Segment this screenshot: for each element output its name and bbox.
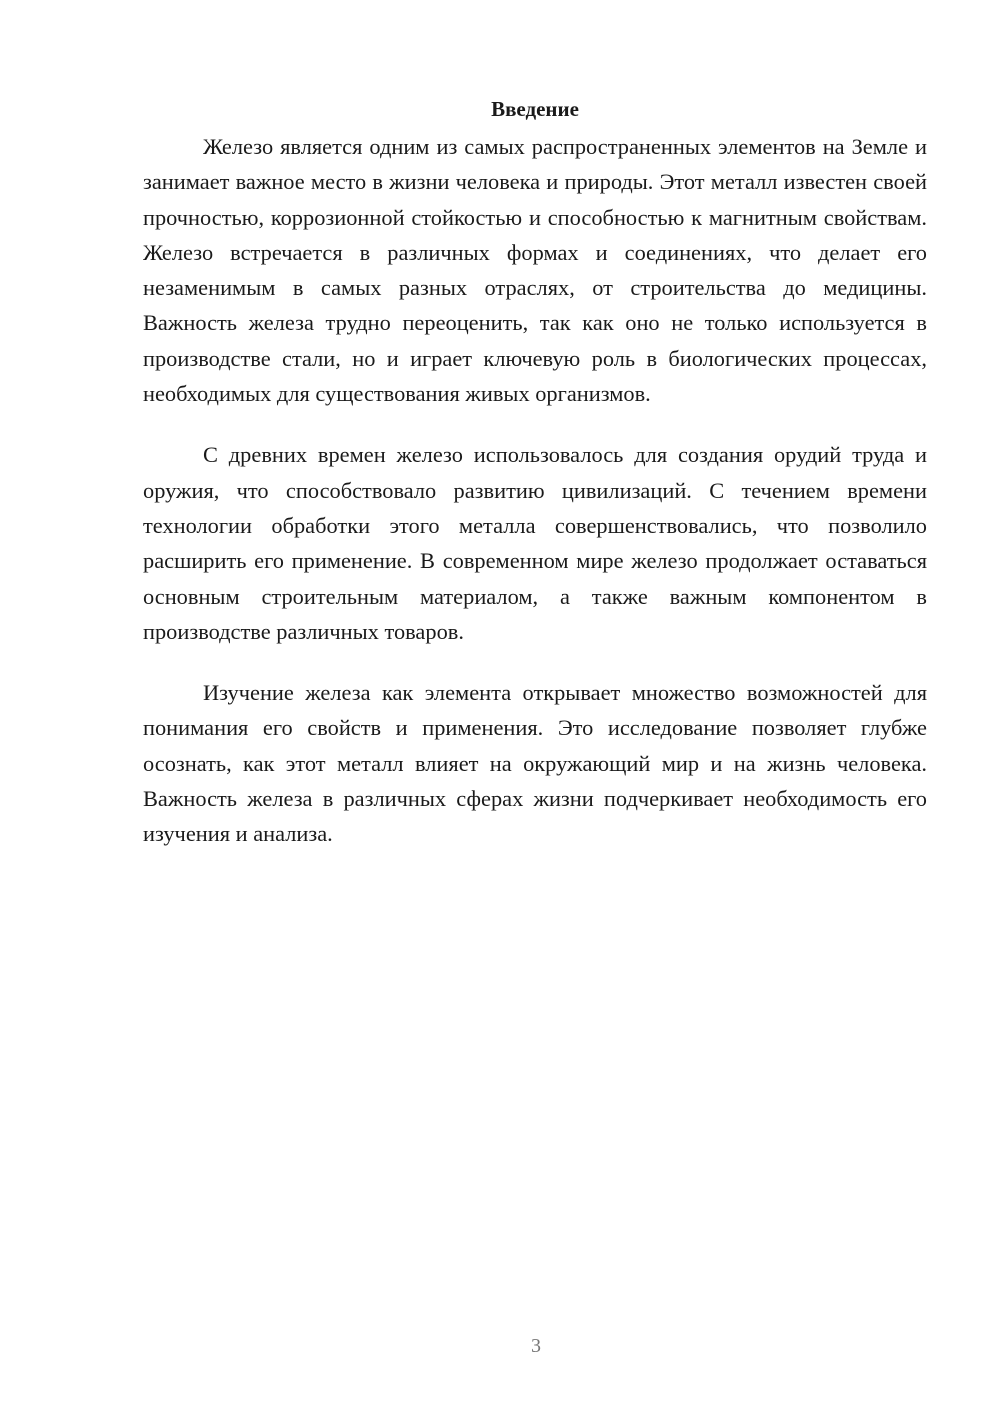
page-number: 3	[531, 1335, 541, 1357]
paragraph-1: Железо является одним из самых распространенных элементов на Земле и занимает важное место в жизни человека и природы. Этот металл известен своей прочностью, коррозионной стойкостью и способностью к магнитным свойствам. Железо встречается в различных формах и соединениях, что делает его незаменимым в самых разных отраслях, от строительства до медицины. Важность железа трудно переоценить, так как оно не только используется в производстве стали, но и играет ключевую роль в биологических процессах, необходимых для существования живых организмов.	[143, 134, 927, 407]
paragraph-3: Изучение железа как элемента открывает множество возможностей для понимания его свойств и применения. Это исследование позволяет глубже осознать, как этот металл влияет на окружающий мир и на жизнь человека. Важность железа в различных сферах жизни подчеркивает необходимость его изучения и анализа.	[143, 680, 927, 847]
section-heading: Введение	[491, 97, 579, 121]
page-content	[143, 94, 927, 878]
paragraph-2: С древних времен железо использовалось для создания орудий труда и оружия, что способствовало развитию цивилизаций. С течением времени технологии обработки этого металла совершенствовались, что позволило расширить его применение. В современном мире железо продолжает оставаться основным строительным материалом, а также важным компонентом в производстве различных товаров.	[143, 442, 927, 644]
